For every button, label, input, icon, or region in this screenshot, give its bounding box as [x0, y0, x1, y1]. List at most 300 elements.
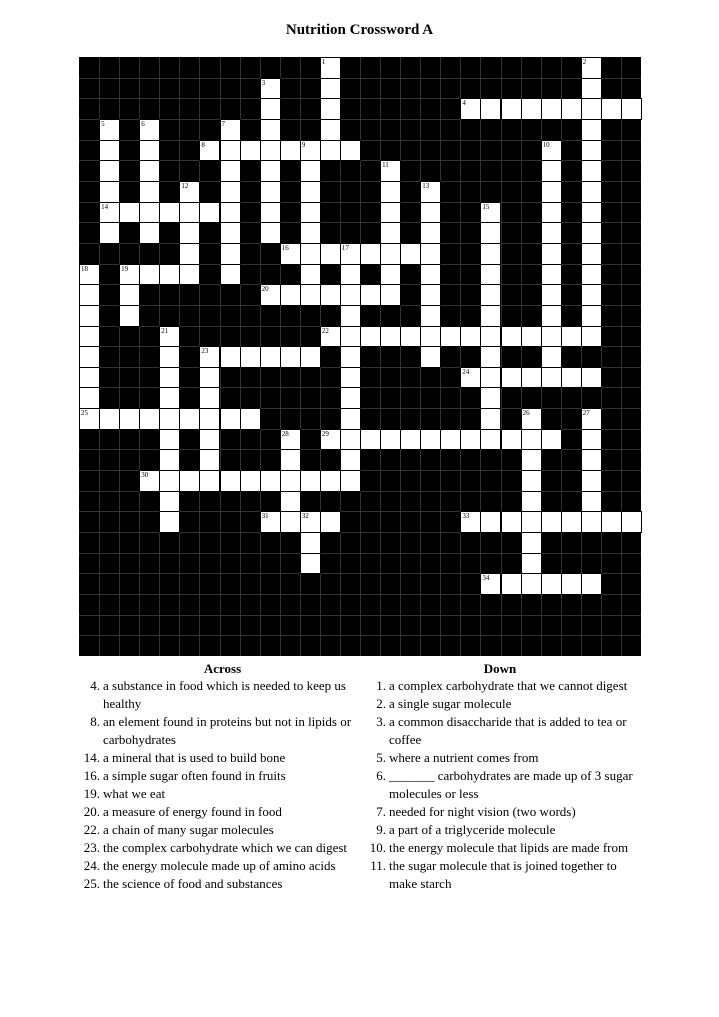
crossword-cell[interactable] — [119, 408, 140, 430]
crossword-cell[interactable] — [581, 305, 602, 327]
crossword-cell[interactable] — [440, 326, 461, 348]
crossword-cell[interactable] — [260, 511, 281, 533]
crossword-cell[interactable] — [541, 264, 562, 286]
crossword-cell[interactable] — [541, 511, 562, 533]
grid-line — [460, 57, 461, 656]
crossword-cell[interactable] — [460, 429, 481, 451]
crossword-cell[interactable] — [340, 346, 361, 368]
crossword-cell[interactable] — [179, 181, 200, 203]
crossword-cell[interactable] — [541, 181, 562, 203]
crossword-cell[interactable] — [480, 511, 501, 533]
cell-number: 18 — [81, 264, 88, 273]
crossword-cell[interactable] — [480, 326, 501, 348]
crossword-cell[interactable] — [280, 491, 301, 513]
crossword-cell[interactable] — [260, 202, 281, 224]
crossword-cell[interactable] — [260, 78, 281, 100]
crossword-cell[interactable] — [79, 408, 100, 430]
crossword-cell[interactable] — [99, 160, 120, 182]
crossword-cell[interactable] — [340, 264, 361, 286]
crossword-cell[interactable] — [420, 264, 441, 286]
cell-number: 21 — [161, 326, 169, 335]
cell-number: 34 — [482, 574, 490, 583]
crossword-cell[interactable] — [220, 264, 241, 286]
crossword-cell[interactable] — [541, 222, 562, 244]
crossword-cell[interactable] — [581, 98, 602, 120]
crossword-cell[interactable] — [581, 160, 602, 182]
crossword-cell[interactable] — [159, 387, 180, 409]
crossword-cell[interactable] — [561, 511, 582, 533]
crossword-cell[interactable] — [179, 222, 200, 244]
crossword-cell[interactable] — [199, 202, 220, 224]
crossword-cell[interactable] — [220, 408, 241, 430]
crossword-cell[interactable] — [521, 367, 542, 389]
crossword-cell[interactable] — [601, 98, 622, 120]
crossword-cell[interactable] — [521, 98, 542, 120]
crossword-cell[interactable] — [260, 119, 281, 141]
crossword-cell[interactable] — [79, 346, 100, 368]
crossword-cell[interactable] — [420, 243, 441, 265]
crossword-cell[interactable] — [99, 181, 120, 203]
across-clues — [80, 661, 365, 893]
crossword-cell[interactable] — [260, 346, 281, 368]
crossword-cell[interactable] — [480, 367, 501, 389]
crossword-cell[interactable] — [300, 511, 321, 533]
cell-number: 11 — [382, 161, 389, 170]
crossword-cell[interactable] — [320, 140, 341, 162]
crossword-cell[interactable] — [581, 222, 602, 244]
crossword-cell[interactable] — [99, 222, 120, 244]
crossword-cell[interactable] — [420, 305, 441, 327]
crossword-cell[interactable] — [581, 491, 602, 513]
grid-line — [79, 553, 641, 554]
cell-number: 12 — [181, 181, 189, 190]
crossword-cell[interactable] — [480, 305, 501, 327]
crossword-cell[interactable] — [541, 284, 562, 306]
crossword-cell[interactable] — [621, 98, 642, 120]
crossword-cell[interactable] — [139, 470, 160, 492]
cell-number: 31 — [261, 512, 269, 521]
crossword-cell[interactable] — [480, 346, 501, 368]
crossword-cell[interactable] — [79, 326, 100, 348]
crossword-cell[interactable] — [300, 553, 321, 575]
crossword-cell[interactable] — [139, 160, 160, 182]
crossword-cell[interactable] — [420, 429, 441, 451]
across-clue — [80, 767, 365, 785]
crossword-cell[interactable] — [99, 119, 120, 141]
crossword-cell[interactable] — [79, 305, 100, 327]
across-clue — [80, 749, 365, 767]
crossword-cell[interactable] — [480, 264, 501, 286]
crossword-cell[interactable] — [581, 78, 602, 100]
clue-text: _______ carbohydrates are made up of 3 sugar molecules or less — [389, 768, 633, 801]
cell-number: 16 — [281, 243, 289, 252]
crossword-cell[interactable] — [300, 202, 321, 224]
crossword-cell[interactable] — [119, 284, 140, 306]
clue-text: the energy molecule that lipids are made from — [389, 840, 629, 855]
crossword-cell[interactable] — [340, 326, 361, 348]
crossword-cell[interactable] — [320, 511, 341, 533]
crossword-cell[interactable] — [220, 160, 241, 182]
crossword-cell[interactable] — [99, 408, 120, 430]
crossword-cell[interactable] — [581, 243, 602, 265]
crossword-cell[interactable] — [179, 408, 200, 430]
crossword-cell[interactable] — [320, 243, 341, 265]
crossword-cell[interactable] — [400, 429, 421, 451]
crossword-cell[interactable] — [260, 98, 281, 120]
crossword-cell[interactable] — [521, 470, 542, 492]
crossword-cell[interactable] — [280, 429, 301, 451]
crossword-cell[interactable] — [521, 573, 542, 595]
crossword-cell[interactable] — [280, 284, 301, 306]
crossword-cell[interactable] — [320, 119, 341, 141]
crossword-cell[interactable] — [159, 326, 180, 348]
crossword-cell[interactable] — [501, 511, 522, 533]
clue-number: 25. — [83, 876, 100, 891]
crossword-cell[interactable] — [501, 326, 522, 348]
crossword-cell[interactable] — [380, 181, 401, 203]
crossword-cell[interactable] — [561, 98, 582, 120]
crossword-cell[interactable] — [521, 491, 542, 513]
crossword-cell[interactable] — [581, 140, 602, 162]
clue-text: a substance in food which is needed to keep us healthy — [103, 678, 346, 711]
crossword-cell[interactable] — [199, 387, 220, 409]
crossword-cell[interactable] — [340, 470, 361, 492]
crossword-cell[interactable] — [480, 243, 501, 265]
crossword-cell[interactable] — [501, 573, 522, 595]
clue-text: a mineral that is used to build bone — [103, 750, 286, 765]
clue-number: 16. — [83, 768, 100, 783]
crossword-cell[interactable] — [480, 387, 501, 409]
crossword-cell[interactable] — [159, 470, 180, 492]
crossword-cell[interactable] — [220, 119, 241, 141]
clue-text: a part of a triglyceride molecule — [389, 822, 556, 837]
crossword-cell[interactable] — [179, 243, 200, 265]
crossword-cell[interactable] — [340, 408, 361, 430]
crossword-cell[interactable] — [480, 202, 501, 224]
crossword-cell[interactable] — [581, 511, 602, 533]
clue-text: a measure of energy found in food — [103, 804, 282, 819]
crossword-cell[interactable] — [380, 264, 401, 286]
crossword-cell[interactable] — [501, 367, 522, 389]
crossword-cell[interactable] — [581, 470, 602, 492]
crossword-cell[interactable] — [280, 243, 301, 265]
crossword-cell[interactable] — [541, 305, 562, 327]
cell-number: 10 — [542, 140, 550, 149]
crossword-cell[interactable] — [179, 470, 200, 492]
crossword-cell[interactable] — [240, 346, 261, 368]
crossword-cell[interactable] — [360, 326, 381, 348]
across-clue-list — [80, 677, 365, 893]
crossword-cell[interactable] — [340, 305, 361, 327]
crossword-cell[interactable] — [480, 429, 501, 451]
crossword-cell[interactable] — [139, 222, 160, 244]
crossword-cell[interactable] — [360, 429, 381, 451]
crossword-cell[interactable] — [541, 429, 562, 451]
crossword-cell[interactable] — [79, 387, 100, 409]
crossword-cell[interactable] — [420, 202, 441, 224]
grid-line — [400, 57, 401, 656]
grid-line — [79, 615, 641, 616]
across-clue — [80, 713, 365, 749]
crossword-cell[interactable] — [199, 346, 220, 368]
crossword-cell[interactable] — [300, 470, 321, 492]
crossword-cell[interactable] — [420, 181, 441, 203]
crossword-cell[interactable] — [581, 573, 602, 595]
crossword-cell[interactable] — [280, 449, 301, 471]
crossword-cell[interactable] — [280, 140, 301, 162]
crossword-cell[interactable] — [340, 140, 361, 162]
crossword-cell[interactable] — [581, 449, 602, 471]
crossword-cell[interactable] — [581, 181, 602, 203]
crossword-cell[interactable] — [260, 160, 281, 182]
crossword-cell[interactable] — [159, 264, 180, 286]
crossword-cell[interactable] — [199, 140, 220, 162]
crossword-cell[interactable] — [260, 470, 281, 492]
crossword-cell[interactable] — [541, 140, 562, 162]
crossword-cell[interactable] — [460, 511, 481, 533]
crossword-cell[interactable] — [320, 98, 341, 120]
crossword-cell[interactable] — [521, 429, 542, 451]
crossword-cell[interactable] — [521, 553, 542, 575]
crossword-cell[interactable] — [420, 326, 441, 348]
crossword-cell[interactable] — [521, 511, 542, 533]
crossword-cell[interactable] — [541, 326, 562, 348]
crossword-cell[interactable] — [581, 264, 602, 286]
crossword-cell[interactable] — [480, 573, 501, 595]
crossword-cell[interactable] — [541, 573, 562, 595]
crossword-cell[interactable] — [400, 326, 421, 348]
crossword-cell[interactable] — [521, 449, 542, 471]
crossword-cell[interactable] — [199, 429, 220, 451]
crossword-cell[interactable] — [320, 57, 341, 79]
crossword-cell[interactable] — [199, 408, 220, 430]
crossword-cell[interactable] — [360, 284, 381, 306]
crossword-cell[interactable] — [460, 367, 481, 389]
crossword-cell[interactable] — [159, 346, 180, 368]
crossword-cell[interactable] — [260, 284, 281, 306]
crossword-cell[interactable] — [220, 346, 241, 368]
crossword-cell[interactable] — [340, 243, 361, 265]
crossword-cell[interactable] — [139, 140, 160, 162]
crossword-cell[interactable] — [300, 181, 321, 203]
crossword-cell[interactable] — [139, 119, 160, 141]
crossword-cell[interactable] — [581, 57, 602, 79]
crossword-cell[interactable] — [380, 326, 401, 348]
crossword-cell[interactable] — [340, 387, 361, 409]
crossword-cell[interactable] — [360, 243, 381, 265]
crossword-cell[interactable] — [79, 284, 100, 306]
down-clue — [366, 839, 634, 857]
page-title: Nutrition Crossword A — [285, 22, 434, 38]
crossword-cell[interactable] — [440, 429, 461, 451]
crossword-cell[interactable] — [79, 367, 100, 389]
crossword-cell[interactable] — [581, 408, 602, 430]
crossword-cell[interactable] — [541, 346, 562, 368]
crossword-cell[interactable] — [99, 140, 120, 162]
crossword-cell[interactable] — [480, 222, 501, 244]
crossword-cell[interactable] — [380, 243, 401, 265]
crossword-cell[interactable] — [581, 326, 602, 348]
cell-number: 30 — [141, 471, 149, 480]
crossword-cell[interactable] — [159, 511, 180, 533]
crossword-cell[interactable] — [260, 140, 281, 162]
cell-number: 9 — [301, 140, 306, 149]
crossword-cell[interactable] — [159, 202, 180, 224]
crossword-cell[interactable] — [300, 160, 321, 182]
crossword-cell[interactable] — [159, 491, 180, 513]
cell-number: 1 — [321, 58, 326, 66]
down-clue — [366, 821, 634, 839]
crossword-cell[interactable] — [380, 429, 401, 451]
clue-number: 14. — [83, 750, 100, 765]
crossword-cell[interactable] — [300, 140, 321, 162]
grid-line — [380, 57, 381, 656]
crossword-cell[interactable] — [320, 470, 341, 492]
crossword-cell[interactable] — [621, 511, 642, 533]
crossword-cell[interactable] — [220, 470, 241, 492]
across-clue — [80, 839, 365, 857]
crossword-cell[interactable] — [220, 243, 241, 265]
crossword-cell[interactable] — [541, 243, 562, 265]
crossword-cell[interactable] — [260, 181, 281, 203]
crossword-cell[interactable] — [199, 470, 220, 492]
crossword-cell[interactable] — [460, 326, 481, 348]
crossword-cell[interactable] — [541, 160, 562, 182]
crossword-cell[interactable] — [179, 202, 200, 224]
crossword-cell[interactable] — [380, 222, 401, 244]
cell-number: 13 — [422, 181, 430, 190]
crossword-cell[interactable] — [300, 222, 321, 244]
crossword-cell[interactable] — [220, 140, 241, 162]
crossword-cell[interactable] — [79, 264, 100, 286]
crossword-cell[interactable] — [561, 573, 582, 595]
crossword-cell[interactable] — [581, 119, 602, 141]
crossword-cell[interactable] — [581, 367, 602, 389]
crossword-cell[interactable] — [420, 284, 441, 306]
crossword-cell[interactable] — [300, 243, 321, 265]
clue-text: an element found in proteins but not in lipids or carbohydrates — [103, 714, 352, 747]
crossword-cell[interactable] — [119, 202, 140, 224]
crossword-cell[interactable] — [159, 449, 180, 471]
crossword-cell[interactable] — [541, 367, 562, 389]
crossword-cell[interactable] — [139, 202, 160, 224]
clue-text: a single sugar molecule — [389, 696, 512, 711]
crossword-cell[interactable] — [380, 202, 401, 224]
crossword-cell[interactable] — [480, 284, 501, 306]
crossword-cell[interactable] — [340, 284, 361, 306]
crossword-cell[interactable] — [320, 326, 341, 348]
crossword-cell[interactable] — [420, 222, 441, 244]
cell-number: 19 — [121, 264, 129, 273]
grid-line — [79, 78, 641, 79]
cell-number: 23 — [201, 347, 209, 356]
crossword-cell[interactable] — [119, 305, 140, 327]
cell-number: 33 — [462, 512, 470, 521]
clue-text: a common disaccharide that is added to tea or coffee — [389, 714, 627, 747]
crossword-cell[interactable] — [300, 264, 321, 286]
crossword-cell[interactable] — [581, 429, 602, 451]
clue-number: 7. — [376, 804, 386, 819]
clue-text: a complex carbohydrate that we cannot digest — [389, 678, 628, 693]
crossword-cell[interactable] — [159, 367, 180, 389]
crossword-cell[interactable] — [340, 429, 361, 451]
crossword-cell[interactable] — [340, 449, 361, 471]
crossword-cell[interactable] — [220, 222, 241, 244]
crossword-cell[interactable] — [400, 243, 421, 265]
crossword-cell[interactable] — [220, 202, 241, 224]
crossword-cell[interactable] — [280, 470, 301, 492]
clue-number: 2. — [376, 696, 386, 711]
crossword-cell[interactable] — [541, 98, 562, 120]
clue-text: the complex carbohydrate which we can digest — [103, 840, 348, 855]
crossword-cell[interactable] — [220, 181, 241, 203]
clue-text: a simple sugar often found in fruits — [103, 768, 286, 783]
crossword-cell[interactable] — [480, 98, 501, 120]
crossword-cell[interactable] — [199, 367, 220, 389]
crossword-cell[interactable] — [300, 346, 321, 368]
crossword-cell[interactable] — [521, 326, 542, 348]
crossword-cell[interactable] — [280, 511, 301, 533]
crossword-cell[interactable] — [240, 140, 261, 162]
crossword-cell[interactable] — [240, 408, 261, 430]
crossword-cell[interactable] — [99, 202, 120, 224]
crossword-cell[interactable] — [139, 181, 160, 203]
crossword-cell[interactable] — [601, 511, 622, 533]
crossword-cell[interactable] — [521, 408, 542, 430]
across-clue — [80, 677, 365, 713]
crossword-cell[interactable] — [159, 429, 180, 451]
crossword-cell[interactable] — [561, 326, 582, 348]
clue-number: 24. — [83, 858, 100, 873]
crossword-cell[interactable] — [300, 532, 321, 554]
crossword-cell[interactable] — [581, 284, 602, 306]
crossword-cell[interactable] — [300, 284, 321, 306]
crossword-cell[interactable] — [320, 78, 341, 100]
cell-number: 24 — [462, 367, 470, 376]
crossword-cell[interactable] — [561, 367, 582, 389]
crossword-cell[interactable] — [480, 408, 501, 430]
crossword-cell[interactable] — [179, 264, 200, 286]
crossword-cell[interactable] — [581, 202, 602, 224]
clue-number: 4. — [90, 678, 100, 693]
cell-number: 14 — [101, 202, 109, 211]
crossword-cell[interactable] — [521, 532, 542, 554]
crossword-cell[interactable] — [159, 408, 180, 430]
crossword-cell[interactable] — [460, 98, 481, 120]
crossword-cell[interactable] — [501, 429, 522, 451]
clue-number: 8. — [90, 714, 100, 729]
crossword-cell[interactable] — [501, 98, 522, 120]
cell-number: 15 — [482, 202, 490, 211]
cell-number: 2 — [582, 58, 587, 66]
crossword-cell[interactable] — [139, 264, 160, 286]
crossword-cell[interactable] — [340, 367, 361, 389]
crossword-cell[interactable] — [119, 264, 140, 286]
crossword-cell[interactable] — [240, 470, 261, 492]
crossword-cell[interactable] — [320, 284, 341, 306]
crossword-cell[interactable] — [380, 160, 401, 182]
clue-number: 9. — [376, 822, 386, 837]
crossword-cell[interactable] — [260, 222, 281, 244]
cell-number: 3 — [261, 78, 266, 87]
crossword-cell[interactable] — [320, 429, 341, 451]
crossword-cell[interactable] — [199, 449, 220, 471]
crossword-cell[interactable] — [280, 346, 301, 368]
crossword-cell[interactable] — [420, 346, 441, 368]
crossword-cell[interactable] — [380, 284, 401, 306]
crossword-cell[interactable] — [139, 408, 160, 430]
crossword-cell[interactable] — [541, 202, 562, 224]
